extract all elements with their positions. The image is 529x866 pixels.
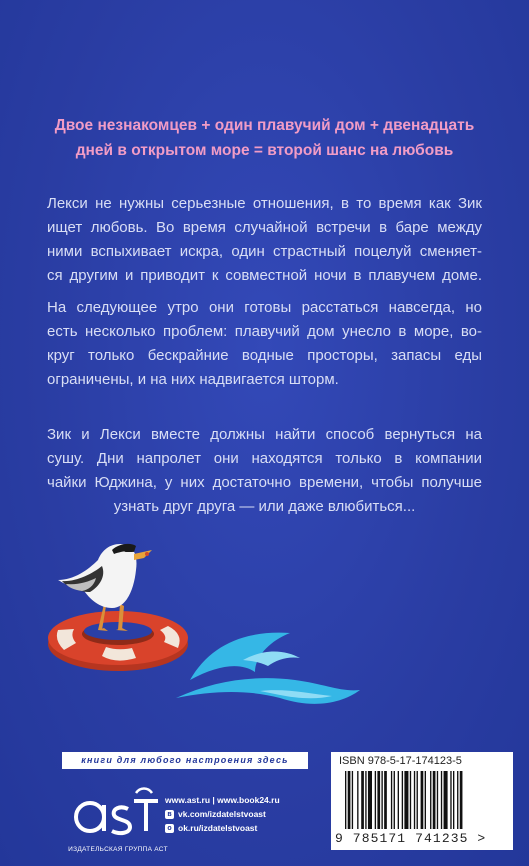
text-line: ограничены, и на них надвигается шторм. [47, 371, 339, 388]
text-line: На следующее утро они готовы расстаться навсегда, но [47, 299, 482, 316]
vk-link[interactable] [165, 807, 280, 821]
barcode-bar [361, 771, 364, 829]
barcode-bar [391, 771, 392, 829]
tagline [40, 113, 489, 163]
ocean-waves-icon [176, 633, 360, 704]
barcode-bar [398, 771, 399, 829]
publisher-name: ИЗДАТЕЛЬСКАЯ ГРУППА АСТ [68, 846, 168, 853]
barcode-bar [425, 771, 426, 829]
text-line: узнать друг друга — или даже влюбиться... [113, 498, 416, 515]
barcode-bar [444, 771, 448, 829]
barcode-bar [430, 771, 431, 829]
barcode-bar [453, 771, 454, 829]
tagline-line-2: дней в открытом море = второй шанс на любовь [75, 142, 454, 159]
ast-logo-icon [70, 783, 160, 843]
barcode-bar [368, 771, 372, 829]
text-line: сушу. Дни напролет они находятся только в компании [47, 450, 482, 467]
barcode-bar [450, 771, 451, 829]
seagull-on-lifebuoy-illustration [40, 530, 370, 730]
barcode-bar [348, 771, 351, 829]
barcode-bar [457, 771, 458, 829]
text-line: ся другим и приводит к совместной ночи в плавучем доме. [47, 267, 482, 284]
barcode-bar [377, 771, 380, 829]
synopsis-paragraph-3 [47, 423, 482, 519]
barcode-panel [331, 752, 513, 850]
vk-icon: в [165, 810, 174, 819]
text-line: Лекси не нужны серьезные отношения, в то время как Зик [47, 195, 482, 212]
vk-link-label: vk.com/izdatelstvoast [178, 809, 266, 819]
barcode-bar [460, 771, 463, 829]
isbn-number: ISBN 978-5-17-174123-5 [339, 755, 462, 767]
ok-icon: о [165, 824, 174, 833]
text-line: ищет любовь. Во время случайной встречи в баре между [47, 219, 482, 236]
website-link-label: www.ast.ru | www.book24.ru [165, 795, 280, 805]
barcode-bar [410, 771, 411, 829]
barcode-bar [421, 771, 424, 829]
publisher-links [165, 793, 280, 835]
text-line: ними вспыхивает искра, один страстный поцелуй сменяет- [47, 243, 482, 260]
barcode-bar [394, 771, 395, 829]
barcode-bar [441, 771, 442, 829]
barcode-digits: 9 785171 741235 > [335, 831, 487, 846]
text-line: Зик и Лекси вместе должны найти способ вернуться на [47, 426, 482, 443]
synopsis-paragraph-1 [47, 192, 482, 288]
website-link[interactable] [165, 793, 280, 807]
ok-link-label: ok.ru/izdatelstvoast [178, 823, 258, 833]
barcode-icon [345, 771, 505, 829]
tagline-line-1: Двое незнакомцев + один плавучий дом + двенадцать [54, 117, 475, 134]
text-line: круг только бескрайние водные просторы, запасы еды [47, 347, 482, 364]
barcode-bar [437, 771, 438, 829]
barcode-bar [417, 771, 418, 829]
barcode-bar [433, 771, 436, 829]
barcode-bar [404, 771, 408, 829]
synopsis-paragraph-2 [47, 296, 482, 392]
barcode-bar [414, 771, 415, 829]
barcode-bar [345, 771, 346, 829]
lifebuoy-icon [48, 611, 188, 671]
barcode-bar [402, 771, 403, 829]
ok-link[interactable] [165, 821, 280, 835]
barcode-bar [384, 771, 387, 829]
text-line: чайки Юджина, у них достаточно времени, чтобы получше [47, 474, 482, 491]
barcode-bar [381, 771, 382, 829]
barcode-bar [352, 771, 353, 829]
barcode-bar [357, 771, 358, 829]
barcode-bar [375, 771, 376, 829]
slogan-strip: книги для любого настроения здесь [62, 752, 308, 769]
text-line: есть несколько проблем: плавучий дом унесло в море, во- [47, 323, 482, 340]
barcode-bar [365, 771, 366, 829]
